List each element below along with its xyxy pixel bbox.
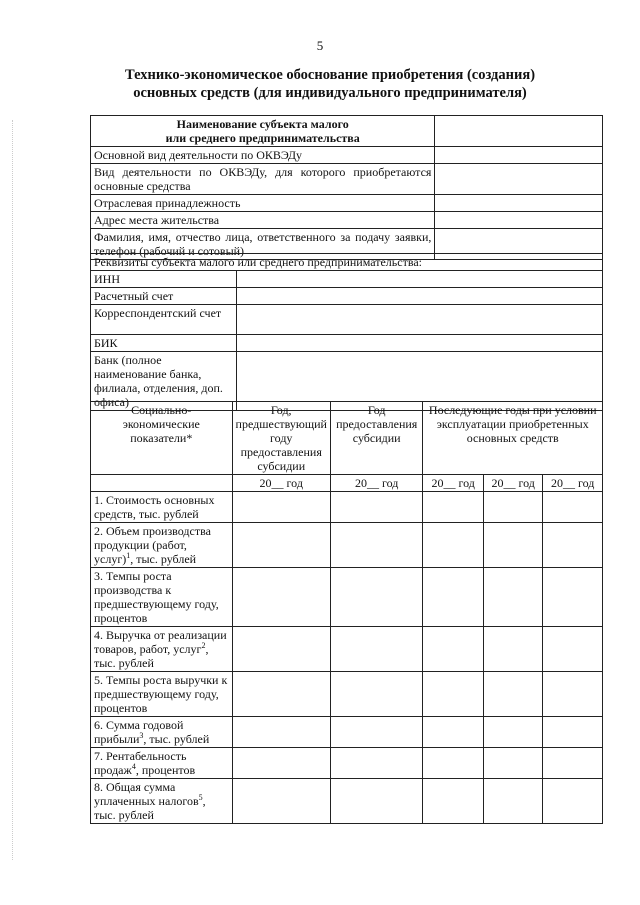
- indicator-value-cell[interactable]: [330, 492, 422, 523]
- row-label: Корреспондентский счет: [91, 305, 237, 335]
- row-value[interactable]: [236, 335, 602, 352]
- year-cell[interactable]: 20__ год: [330, 475, 422, 492]
- year-cell[interactable]: 20__ год: [232, 475, 330, 492]
- footnote-marker: 5: [198, 793, 203, 802]
- indicator-value-cell[interactable]: [232, 672, 330, 717]
- indicator-value-cell[interactable]: [232, 748, 330, 779]
- indicator-value-cell[interactable]: [543, 779, 603, 824]
- indicator-value-cell[interactable]: [423, 627, 483, 672]
- indicator-value-cell[interactable]: [483, 779, 543, 824]
- footnote-marker: 3: [139, 731, 144, 740]
- row-label: БИК: [91, 335, 237, 352]
- col-header-prev-year: Год, предшествующий году предоставления субсидии: [232, 402, 330, 475]
- table-row: [91, 164, 603, 195]
- indicator-value-cell[interactable]: [232, 568, 330, 627]
- row-value[interactable]: [236, 271, 602, 288]
- indicator-value-cell[interactable]: [543, 492, 603, 523]
- indicator-value-cell[interactable]: [232, 779, 330, 824]
- indicator-value-cell[interactable]: [543, 717, 603, 748]
- col-header-subsidy-year: Год предоставления субсидии: [330, 402, 422, 475]
- indicator-row: [91, 568, 603, 627]
- indicator-text: 2. Объем производства продукции (работ, услуг): [94, 524, 211, 566]
- indicator-value-cell[interactable]: [543, 523, 603, 568]
- row-label: Основной вид деятельности по ОКВЭДу: [91, 147, 435, 164]
- indicator-text: 6. Сумма годовой прибыли: [94, 718, 184, 746]
- indicator-unit: , тыс. рублей: [143, 732, 210, 746]
- indicator-value-cell[interactable]: [330, 627, 422, 672]
- indicator-unit: , тыс. рублей: [94, 794, 206, 822]
- indicator-text: 8. Общая сумма уплаченных налогов: [94, 780, 199, 808]
- entity-name-header-line2: или среднего предпринимательства: [165, 131, 360, 145]
- year-cell[interactable]: 20__ год: [483, 475, 543, 492]
- indicator-value-cell[interactable]: [483, 492, 543, 523]
- indicator-label: [91, 672, 233, 717]
- indicator-row: [91, 492, 603, 523]
- row-value[interactable]: [236, 305, 602, 335]
- table-row: [91, 147, 603, 164]
- footnote-marker: 1: [126, 551, 131, 560]
- indicator-value-cell[interactable]: [423, 492, 483, 523]
- indicator-value-cell[interactable]: [423, 523, 483, 568]
- entity-name-header: [91, 116, 435, 147]
- table-row: [91, 195, 603, 212]
- bank-header-row: [91, 254, 603, 271]
- indicator-row: [91, 672, 603, 717]
- indicator-value-cell[interactable]: [423, 672, 483, 717]
- table-row: [91, 305, 603, 335]
- indicator-label: [91, 523, 233, 568]
- col-header-indicators: Социально-экономические показатели*: [91, 402, 233, 475]
- indicator-rows: [91, 492, 603, 824]
- indicator-value-cell[interactable]: [483, 568, 543, 627]
- indicator-row: [91, 627, 603, 672]
- indicator-unit: , тыс. рублей: [130, 552, 197, 566]
- row-value[interactable]: [236, 288, 602, 305]
- indicator-value-cell[interactable]: [423, 568, 483, 627]
- indicator-value-cell[interactable]: [330, 779, 422, 824]
- document-title: [60, 66, 600, 102]
- indicator-value-cell[interactable]: [232, 717, 330, 748]
- table-row: [91, 271, 603, 288]
- year-row: [91, 475, 603, 492]
- indicator-value-cell[interactable]: [543, 672, 603, 717]
- indicator-value-cell[interactable]: [543, 568, 603, 627]
- row-label: Банк (полное наименование банка, филиала, отделения, доп. офиса): [91, 352, 237, 411]
- indicator-text: 4. Выручка от реализации товаров, работ, услуг: [94, 628, 227, 656]
- year-cell[interactable]: 20__ год: [543, 475, 603, 492]
- table-row: [91, 288, 603, 305]
- indicator-value-cell[interactable]: [483, 672, 543, 717]
- indicator-value-cell[interactable]: [232, 523, 330, 568]
- table-row: [91, 212, 603, 229]
- indicator-row: [91, 779, 603, 824]
- indicator-row: [91, 523, 603, 568]
- row-value[interactable]: [435, 212, 603, 229]
- indicator-label: [91, 568, 233, 627]
- indicator-value-cell[interactable]: [330, 568, 422, 627]
- indicators-header-row: [91, 402, 603, 475]
- entity-name-header-line1: Наименование субъекта малого: [176, 117, 349, 131]
- title-line-1: Технико-экономическое обоснование приобретения (создания): [124, 67, 536, 83]
- indicator-label: [91, 717, 233, 748]
- indicator-value-cell[interactable]: [423, 748, 483, 779]
- margin-dotted-line: [12, 120, 13, 860]
- indicator-value-cell[interactable]: [423, 779, 483, 824]
- indicator-row: [91, 748, 603, 779]
- row-label: Адрес места жительства: [91, 212, 435, 229]
- row-label: ИНН: [91, 271, 237, 288]
- entity-name-value[interactable]: [435, 116, 603, 147]
- indicator-value-cell[interactable]: [330, 748, 422, 779]
- indicator-unit: , процентов: [135, 763, 196, 777]
- indicator-text: 3. Темпы роста производства к предшествующему году, процентов: [94, 569, 219, 625]
- indicator-label: [91, 492, 233, 523]
- indicator-unit: , тыс. рублей: [94, 642, 209, 670]
- indicators-table: [90, 401, 603, 824]
- row-label: Вид деятельности по ОКВЭДу, для которого приобретаются основные средства: [91, 164, 435, 195]
- entity-info-table: [90, 115, 603, 260]
- footnote-marker: 2: [201, 641, 206, 650]
- indicator-label: [91, 748, 233, 779]
- row-label: Отраслевая принадлежность: [91, 195, 435, 212]
- indicator-text: 5. Темпы роста выручки к предшествующему году, процентов: [94, 673, 228, 715]
- bank-details-table: [90, 253, 603, 411]
- indicator-text: 1. Стоимость основных средств, тыс. рублей: [94, 493, 215, 521]
- entity-name-row: [91, 116, 603, 147]
- indicator-value-cell[interactable]: [483, 717, 543, 748]
- table-row: [91, 335, 603, 352]
- year-cell[interactable]: 20__ год: [423, 475, 483, 492]
- indicator-value-cell[interactable]: [232, 492, 330, 523]
- indicator-label: [91, 627, 233, 672]
- row-label: Фамилия, имя, отчество лица, ответственного за подачу заявки, телефон (рабочий и сотовый): [91, 229, 435, 260]
- indicator-value-cell[interactable]: [330, 717, 422, 748]
- indicator-row: [91, 717, 603, 748]
- indicator-value-cell[interactable]: [483, 523, 543, 568]
- row-value[interactable]: [435, 195, 603, 212]
- indicator-label: [91, 779, 233, 824]
- indicator-value-cell[interactable]: [543, 748, 603, 779]
- row-label: Расчетный счет: [91, 288, 237, 305]
- year-row-blank: [91, 475, 233, 492]
- indicator-value-cell[interactable]: [330, 672, 422, 717]
- row-value[interactable]: [435, 147, 603, 164]
- indicator-value-cell[interactable]: [483, 627, 543, 672]
- indicator-value-cell[interactable]: [543, 627, 603, 672]
- col-header-following-years: Последующие годы при условии эксплуатации приобретенных основных средств: [423, 402, 603, 475]
- indicator-value-cell[interactable]: [232, 627, 330, 672]
- bank-details-header: Реквизиты субъекта малого или среднего предпринимательства:: [91, 254, 603, 271]
- title-line-2: основных средств (для индивидуального предпринимателя): [133, 85, 527, 101]
- indicator-value-cell[interactable]: [483, 748, 543, 779]
- row-value[interactable]: [435, 164, 603, 195]
- indicator-text: 7. Рентабельность продаж: [94, 749, 187, 777]
- indicator-value-cell[interactable]: [330, 523, 422, 568]
- page-number: 5: [316, 38, 324, 53]
- footnote-marker: 4: [131, 762, 136, 771]
- indicator-value-cell[interactable]: [423, 717, 483, 748]
